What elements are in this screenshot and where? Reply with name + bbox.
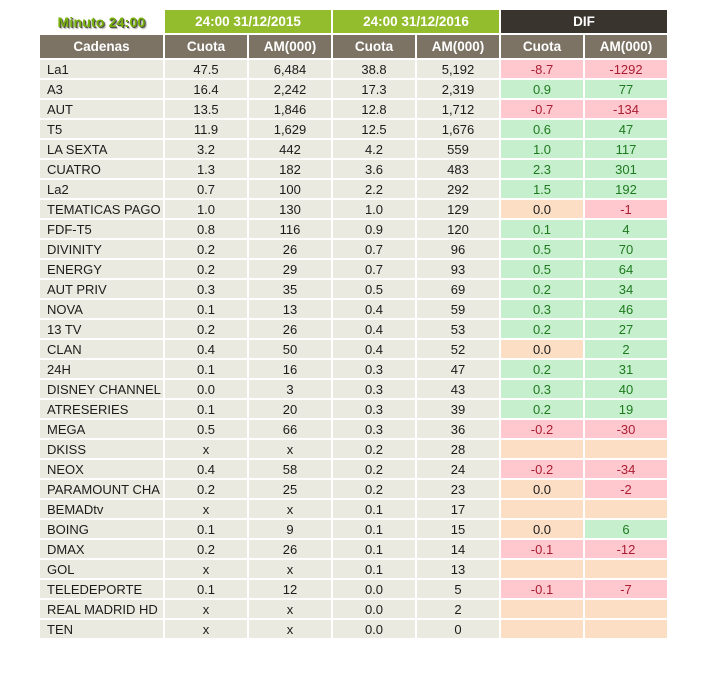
- cuota-2015-cell: 3.2: [165, 140, 247, 158]
- col-header-cadenas: Cadenas: [40, 35, 163, 58]
- cuota-2015-cell: 0.4: [165, 460, 247, 478]
- am-2016-cell: 43: [417, 380, 499, 398]
- column-header-row: [40, 35, 667, 58]
- col-header-am-2015: AM(000): [249, 35, 331, 58]
- header-group-row: [40, 10, 667, 33]
- am-2016-cell: 120: [417, 220, 499, 238]
- am-2016-cell: 59: [417, 300, 499, 318]
- am-2015-cell: 13: [249, 300, 331, 318]
- cuota-2016-cell: 0.2: [333, 440, 415, 458]
- am-2016-cell: 2,319: [417, 80, 499, 98]
- dif-cuota-cell: 0.0: [501, 520, 583, 538]
- channel-name: NEOX: [40, 460, 163, 478]
- col-header-am-dif: AM(000): [585, 35, 667, 58]
- am-2016-cell: 129: [417, 200, 499, 218]
- am-2016-cell: 2: [417, 600, 499, 618]
- am-2016-cell: 23: [417, 480, 499, 498]
- cuota-2015-cell: 0.2: [165, 320, 247, 338]
- dif-am-cell: 4: [585, 220, 667, 238]
- am-2015-cell: x: [249, 500, 331, 518]
- dif-cuota-cell: 0.5: [501, 240, 583, 258]
- cuota-2016-cell: 0.1: [333, 540, 415, 558]
- cuota-2016-cell: 12.5: [333, 120, 415, 138]
- cuota-2016-cell: 0.0: [333, 600, 415, 618]
- channel-name: DISNEY CHANNEL: [40, 380, 163, 398]
- cuota-2015-cell: x: [165, 500, 247, 518]
- dif-am-cell: 27: [585, 320, 667, 338]
- cuota-2016-cell: 0.0: [333, 620, 415, 638]
- am-2016-cell: 5: [417, 580, 499, 598]
- dif-cuota-cell: 2.3: [501, 160, 583, 178]
- channel-name: ENERGY: [40, 260, 163, 278]
- page-title: Minuto 24:00: [57, 13, 146, 30]
- am-2016-cell: 96: [417, 240, 499, 258]
- cuota-2015-cell: x: [165, 600, 247, 618]
- cuota-2016-cell: 0.4: [333, 320, 415, 338]
- dif-am-cell: 77: [585, 80, 667, 98]
- cuota-2016-cell: 17.3: [333, 80, 415, 98]
- cuota-2016-cell: 12.8: [333, 100, 415, 118]
- cuota-2015-cell: 1.0: [165, 200, 247, 218]
- cuota-2016-cell: 0.7: [333, 240, 415, 258]
- channel-name: AUT PRIV: [40, 280, 163, 298]
- dif-cuota-cell: 0.1: [501, 220, 583, 238]
- channel-name: AUT: [40, 100, 163, 118]
- am-2016-cell: 24: [417, 460, 499, 478]
- dif-cuota-cell: 0.3: [501, 380, 583, 398]
- am-2015-cell: 20: [249, 400, 331, 418]
- dif-cuota-cell: -0.2: [501, 460, 583, 478]
- am-2015-cell: 3: [249, 380, 331, 398]
- cuota-2015-cell: 0.1: [165, 580, 247, 598]
- cuota-2016-cell: 38.8: [333, 60, 415, 78]
- cuota-2015-cell: 0.7: [165, 180, 247, 198]
- dif-cuota-cell: 0.2: [501, 320, 583, 338]
- dif-cuota-cell: -0.7: [501, 100, 583, 118]
- cuota-2016-cell: 0.7: [333, 260, 415, 278]
- cuota-2016-cell: 0.0: [333, 580, 415, 598]
- channel-name: TEMATICAS PAGO: [40, 200, 163, 218]
- am-2016-cell: 93: [417, 260, 499, 278]
- am-2015-cell: 130: [249, 200, 331, 218]
- dif-am-cell: -2: [585, 480, 667, 498]
- dif-cuota-cell: 0.0: [501, 340, 583, 358]
- am-2015-cell: x: [249, 600, 331, 618]
- am-2015-cell: 1,846: [249, 100, 331, 118]
- dif-am-cell: 19: [585, 400, 667, 418]
- am-2016-cell: 14: [417, 540, 499, 558]
- header-group-dif: DIF: [501, 10, 667, 33]
- channel-name: PARAMOUNT CHA: [40, 480, 163, 498]
- dif-am-cell: [585, 500, 667, 518]
- dif-am-cell: [585, 600, 667, 618]
- dif-am-cell: 64: [585, 260, 667, 278]
- channel-name: BEMADtv: [40, 500, 163, 518]
- channel-name: 13 TV: [40, 320, 163, 338]
- cuota-2016-cell: 0.3: [333, 360, 415, 378]
- channel-name: CUATRO: [40, 160, 163, 178]
- am-2016-cell: 39: [417, 400, 499, 418]
- cuota-2015-cell: 0.1: [165, 300, 247, 318]
- dif-cuota-cell: [501, 440, 583, 458]
- dif-am-cell: 2: [585, 340, 667, 358]
- col-header-cuota-2016: Cuota: [333, 35, 415, 58]
- col-header-am-2016: AM(000): [417, 35, 499, 58]
- dif-cuota-cell: 0.2: [501, 280, 583, 298]
- col-header-cuota-2015: Cuota: [165, 35, 247, 58]
- channel-name: DIVINITY: [40, 240, 163, 258]
- channel-name: GOL: [40, 560, 163, 578]
- cuota-2016-cell: 0.4: [333, 300, 415, 318]
- title-cell: [40, 10, 163, 33]
- dif-cuota-cell: [501, 620, 583, 638]
- col-header-cuota-dif: Cuota: [501, 35, 583, 58]
- dif-am-cell: 117: [585, 140, 667, 158]
- channel-name: A3: [40, 80, 163, 98]
- dif-am-cell: -1: [585, 200, 667, 218]
- am-2015-cell: 26: [249, 240, 331, 258]
- cuota-2016-cell: 0.2: [333, 460, 415, 478]
- am-2015-cell: x: [249, 440, 331, 458]
- am-2015-cell: 100: [249, 180, 331, 198]
- dif-am-cell: 34: [585, 280, 667, 298]
- am-2015-cell: x: [249, 620, 331, 638]
- dif-am-cell: -1292: [585, 60, 667, 78]
- dif-am-cell: 301: [585, 160, 667, 178]
- dif-am-cell: 6: [585, 520, 667, 538]
- am-2016-cell: 15: [417, 520, 499, 538]
- am-2016-cell: 53: [417, 320, 499, 338]
- cuota-2015-cell: 0.5: [165, 420, 247, 438]
- table-body: [40, 60, 667, 638]
- cuota-2015-cell: 1.3: [165, 160, 247, 178]
- cuota-2015-cell: 47.5: [165, 60, 247, 78]
- dif-cuota-cell: 0.9: [501, 80, 583, 98]
- dif-am-cell: 192: [585, 180, 667, 198]
- cuota-2015-cell: 13.5: [165, 100, 247, 118]
- header-group-2015: 24:00 31/12/2015: [165, 10, 331, 33]
- dif-am-cell: -7: [585, 580, 667, 598]
- channel-name: REAL MADRID HD: [40, 600, 163, 618]
- channel-name: MEGA: [40, 420, 163, 438]
- dif-cuota-cell: 0.2: [501, 400, 583, 418]
- am-2015-cell: 182: [249, 160, 331, 178]
- am-2015-cell: 6,484: [249, 60, 331, 78]
- channel-name: FDF-T5: [40, 220, 163, 238]
- channel-name: TELEDEPORTE: [40, 580, 163, 598]
- cuota-2015-cell: 0.1: [165, 360, 247, 378]
- cuota-2016-cell: 0.1: [333, 500, 415, 518]
- cuota-2016-cell: 1.0: [333, 200, 415, 218]
- dif-am-cell: 47: [585, 120, 667, 138]
- channel-name: ATRESERIES: [40, 400, 163, 418]
- cuota-2015-cell: 0.0: [165, 380, 247, 398]
- channel-name: 24H: [40, 360, 163, 378]
- am-2015-cell: 25: [249, 480, 331, 498]
- cuota-2015-cell: 0.1: [165, 520, 247, 538]
- dif-cuota-cell: -0.2: [501, 420, 583, 438]
- dif-am-cell: 31: [585, 360, 667, 378]
- dif-cuota-cell: 1.0: [501, 140, 583, 158]
- cuota-2016-cell: 0.1: [333, 520, 415, 538]
- dif-cuota-cell: 0.2: [501, 360, 583, 378]
- dif-am-cell: -30: [585, 420, 667, 438]
- am-2016-cell: 52: [417, 340, 499, 358]
- am-2015-cell: 58: [249, 460, 331, 478]
- am-2016-cell: 483: [417, 160, 499, 178]
- channel-name: T5: [40, 120, 163, 138]
- am-2015-cell: 26: [249, 320, 331, 338]
- am-2016-cell: 0: [417, 620, 499, 638]
- am-2016-cell: 292: [417, 180, 499, 198]
- cuota-2015-cell: 0.4: [165, 340, 247, 358]
- dif-am-cell: -12: [585, 540, 667, 558]
- dif-cuota-cell: 0.6: [501, 120, 583, 138]
- cuota-2016-cell: 0.4: [333, 340, 415, 358]
- am-2015-cell: 442: [249, 140, 331, 158]
- cuota-2016-cell: 0.2: [333, 480, 415, 498]
- am-2015-cell: 116: [249, 220, 331, 238]
- dif-am-cell: [585, 620, 667, 638]
- cuota-2015-cell: 0.2: [165, 540, 247, 558]
- am-2016-cell: 69: [417, 280, 499, 298]
- channel-name: NOVA: [40, 300, 163, 318]
- cuota-2015-cell: x: [165, 620, 247, 638]
- dif-cuota-cell: 0.0: [501, 480, 583, 498]
- dif-cuota-cell: -0.1: [501, 580, 583, 598]
- am-2016-cell: 17: [417, 500, 499, 518]
- am-2016-cell: 28: [417, 440, 499, 458]
- am-2015-cell: 50: [249, 340, 331, 358]
- channel-name: DKISS: [40, 440, 163, 458]
- am-2015-cell: 16: [249, 360, 331, 378]
- dif-am-cell: 40: [585, 380, 667, 398]
- am-2015-cell: 9: [249, 520, 331, 538]
- cuota-2015-cell: x: [165, 560, 247, 578]
- dif-am-cell: 46: [585, 300, 667, 318]
- cuota-2015-cell: 0.2: [165, 260, 247, 278]
- dif-cuota-cell: 1.5: [501, 180, 583, 198]
- cuota-2016-cell: 0.9: [333, 220, 415, 238]
- dif-cuota-cell: -0.1: [501, 540, 583, 558]
- cuota-2015-cell: 0.2: [165, 240, 247, 258]
- dif-cuota-cell: [501, 500, 583, 518]
- dif-am-cell: -34: [585, 460, 667, 478]
- cuota-2015-cell: 0.2: [165, 480, 247, 498]
- channel-name: CLAN: [40, 340, 163, 358]
- cuota-2016-cell: 3.6: [333, 160, 415, 178]
- am-2015-cell: 2,242: [249, 80, 331, 98]
- am-2016-cell: 1,712: [417, 100, 499, 118]
- channel-name: TEN: [40, 620, 163, 638]
- cuota-2016-cell: 0.5: [333, 280, 415, 298]
- am-2015-cell: 35: [249, 280, 331, 298]
- cuota-2015-cell: 0.8: [165, 220, 247, 238]
- cuota-2015-cell: 0.1: [165, 400, 247, 418]
- audience-table: [40, 10, 667, 638]
- dif-am-cell: -134: [585, 100, 667, 118]
- cuota-2015-cell: x: [165, 440, 247, 458]
- dif-am-cell: [585, 440, 667, 458]
- am-2015-cell: 1,629: [249, 120, 331, 138]
- cuota-2016-cell: 0.1: [333, 560, 415, 578]
- am-2015-cell: x: [249, 560, 331, 578]
- am-2016-cell: 47: [417, 360, 499, 378]
- dif-cuota-cell: 0.5: [501, 260, 583, 278]
- channel-name: BOING: [40, 520, 163, 538]
- header-group-2016: 24:00 31/12/2016: [333, 10, 499, 33]
- dif-cuota-cell: [501, 600, 583, 618]
- am-2015-cell: 26: [249, 540, 331, 558]
- channel-name: LA SEXTA: [40, 140, 163, 158]
- dif-cuota-cell: [501, 560, 583, 578]
- cuota-2016-cell: 2.2: [333, 180, 415, 198]
- channel-name: La2: [40, 180, 163, 198]
- am-2016-cell: 13: [417, 560, 499, 578]
- cuota-2015-cell: 16.4: [165, 80, 247, 98]
- am-2015-cell: 29: [249, 260, 331, 278]
- am-2016-cell: 559: [417, 140, 499, 158]
- am-2015-cell: 66: [249, 420, 331, 438]
- am-2016-cell: 36: [417, 420, 499, 438]
- dif-cuota-cell: -8.7: [501, 60, 583, 78]
- cuota-2015-cell: 0.3: [165, 280, 247, 298]
- am-2015-cell: 12: [249, 580, 331, 598]
- cuota-2015-cell: 11.9: [165, 120, 247, 138]
- am-2016-cell: 5,192: [417, 60, 499, 78]
- dif-cuota-cell: 0.3: [501, 300, 583, 318]
- channel-name: La1: [40, 60, 163, 78]
- cuota-2016-cell: 4.2: [333, 140, 415, 158]
- channel-name: DMAX: [40, 540, 163, 558]
- cuota-2016-cell: 0.3: [333, 400, 415, 418]
- am-2016-cell: 1,676: [417, 120, 499, 138]
- dif-am-cell: 70: [585, 240, 667, 258]
- cuota-2016-cell: 0.3: [333, 420, 415, 438]
- dif-am-cell: [585, 560, 667, 578]
- cuota-2016-cell: 0.3: [333, 380, 415, 398]
- dif-cuota-cell: 0.0: [501, 200, 583, 218]
